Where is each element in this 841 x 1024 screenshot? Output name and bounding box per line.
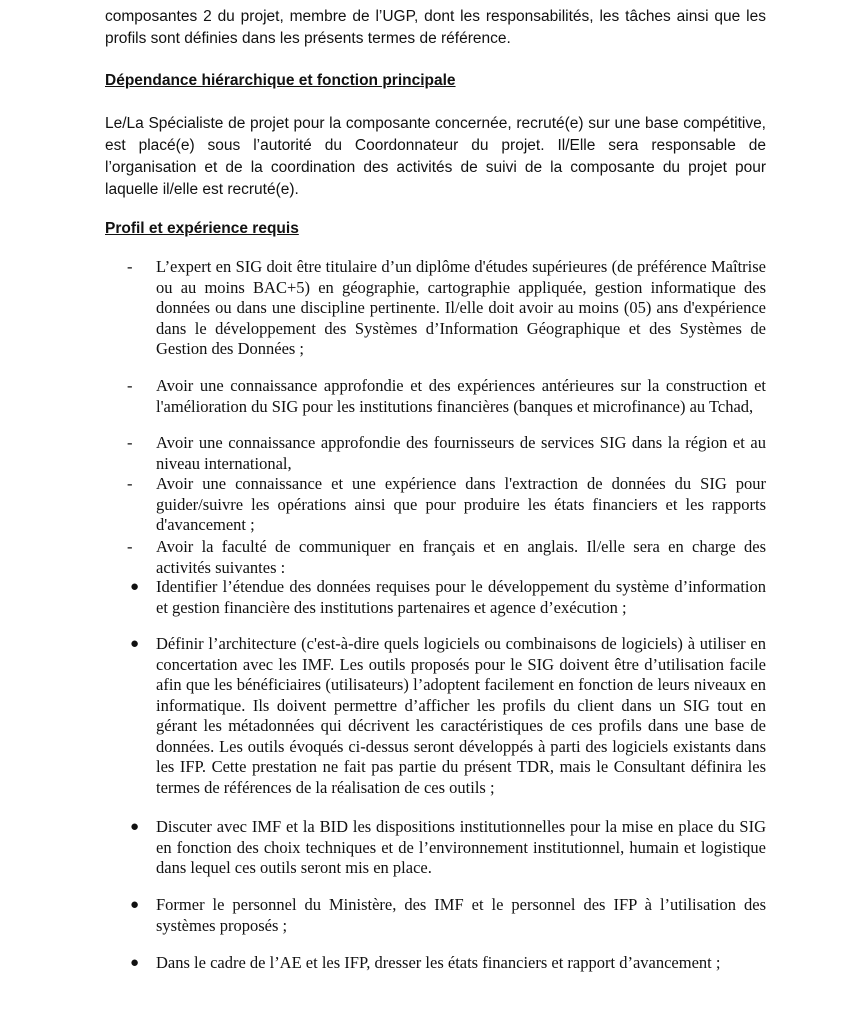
dependance-paragraph: Le/La Spécialiste de projet pour la composante concernée, recruté(e) sur une base compétitive, est placé(e) sous l’autorité du Coordonnateur du projet. Il/Elle sera responsable de l’organisation et de la coordination des activités de suivi de la composante du projet pour laquelle il/elle est recruté(e). xyxy=(105,115,766,198)
activity-item xyxy=(105,895,766,936)
requirement-item xyxy=(105,257,766,360)
dash-marker: - xyxy=(127,474,133,493)
activity-text: Former le personnel du Ministère, des IMF et le personnel des IFP à l’utilisation des systèmes proposés ; xyxy=(156,895,766,935)
activity-item xyxy=(105,953,766,974)
activity-text: Discuter avec IMF et la BID les dispositions institutionnelles pour la mise en place du SIG en fonction des choix techniques et de l’environnement institutionnel, humain et logistique dans lequel ces outils seront mis en place. xyxy=(156,817,766,877)
activity-item xyxy=(105,817,766,879)
requirement-item xyxy=(105,433,766,474)
activity-text: Définir l’architecture (c'est-à-dire quels logiciels ou combinaisons de logiciels) à utiliser en concertation avec les IMF. Les outils proposés pour le SIG doivent être d’utilisation facile afin que les bénéficiaires (utilisateurs) l’adoptent facilement en fonction de leurs niveaux en informatique. Ils doivent permettre d’afficher les profils du client dans un SIG tout en gérant les métadonnées qui décrivent les caractéristiques de ces profils dans une base de données. Les outils évoqués ci-dessus seront développés à parti des logiciels existants dans les IFP. Cette prestation ne fait pas partie du présent TDR, mais le Consultant définira les termes de références de la réalisation de ces outils ; xyxy=(156,634,766,797)
requirement-item xyxy=(105,537,766,578)
requirement-text: Avoir une connaissance et une expérience dans l'extraction de données du SIG pour guider/suivre les opérations ainsi que pour produire les états financiers et les rapports d'avancement ; xyxy=(156,474,766,534)
dash-marker: - xyxy=(127,257,133,276)
bullet-marker: ● xyxy=(130,819,140,835)
activity-item xyxy=(105,577,766,618)
requirement-text: Avoir une connaissance approfondie des fournisseurs de services SIG dans la région et au niveau international, xyxy=(156,433,766,473)
activity-text: Identifier l’étendue des données requises pour le développement du système d’information et gestion financière des institutions partenaires et agence d’exécution ; xyxy=(156,577,766,617)
activity-item xyxy=(105,634,766,798)
dash-marker: - xyxy=(127,376,133,395)
requirement-text: L’expert en SIG doit être titulaire d’un diplôme d'études supérieures (de préférence Maîtrise ou au moins BAC+5) en géographie, cartographie appliquée, gestion informatique des données ou dans une discipline pertinente. Il/elle doit avoir au moins (05) ans d'expérience dans le développement des Systèmes d’Information Géographique et des Systèmes de Gestion des Données ; xyxy=(156,257,766,358)
intro-paragraph: composantes 2 du projet, membre de l’UGP, dont les responsabilités, les tâches ainsi que les profils sont définies dans les présents termes de référence. xyxy=(105,8,766,47)
activity-text: Dans le cadre de l’AE et les IFP, dresser les états financiers et rapport d’avancement ; xyxy=(156,953,721,972)
requirement-item xyxy=(105,376,766,417)
section-heading-dependance: Dépendance hiérarchique et fonction principale xyxy=(105,72,456,89)
requirement-text: Avoir la faculté de communiquer en français et en anglais. Il/elle sera en charge des activités suivantes : xyxy=(156,537,766,577)
bullet-marker: ● xyxy=(130,897,140,913)
dash-marker: - xyxy=(127,537,133,556)
dash-marker: - xyxy=(127,433,133,452)
bullet-marker: ● xyxy=(130,955,140,971)
bullet-marker: ● xyxy=(130,579,140,595)
bullet-marker: ● xyxy=(130,636,140,652)
requirement-text: Avoir une connaissance approfondie et des expériences antérieures sur la construction et l'amélioration du SIG pour les institutions financières (banques et microfinance) au Tchad, xyxy=(156,376,766,416)
requirement-item xyxy=(105,474,766,536)
section-heading-profil: Profil et expérience requis xyxy=(105,220,299,237)
